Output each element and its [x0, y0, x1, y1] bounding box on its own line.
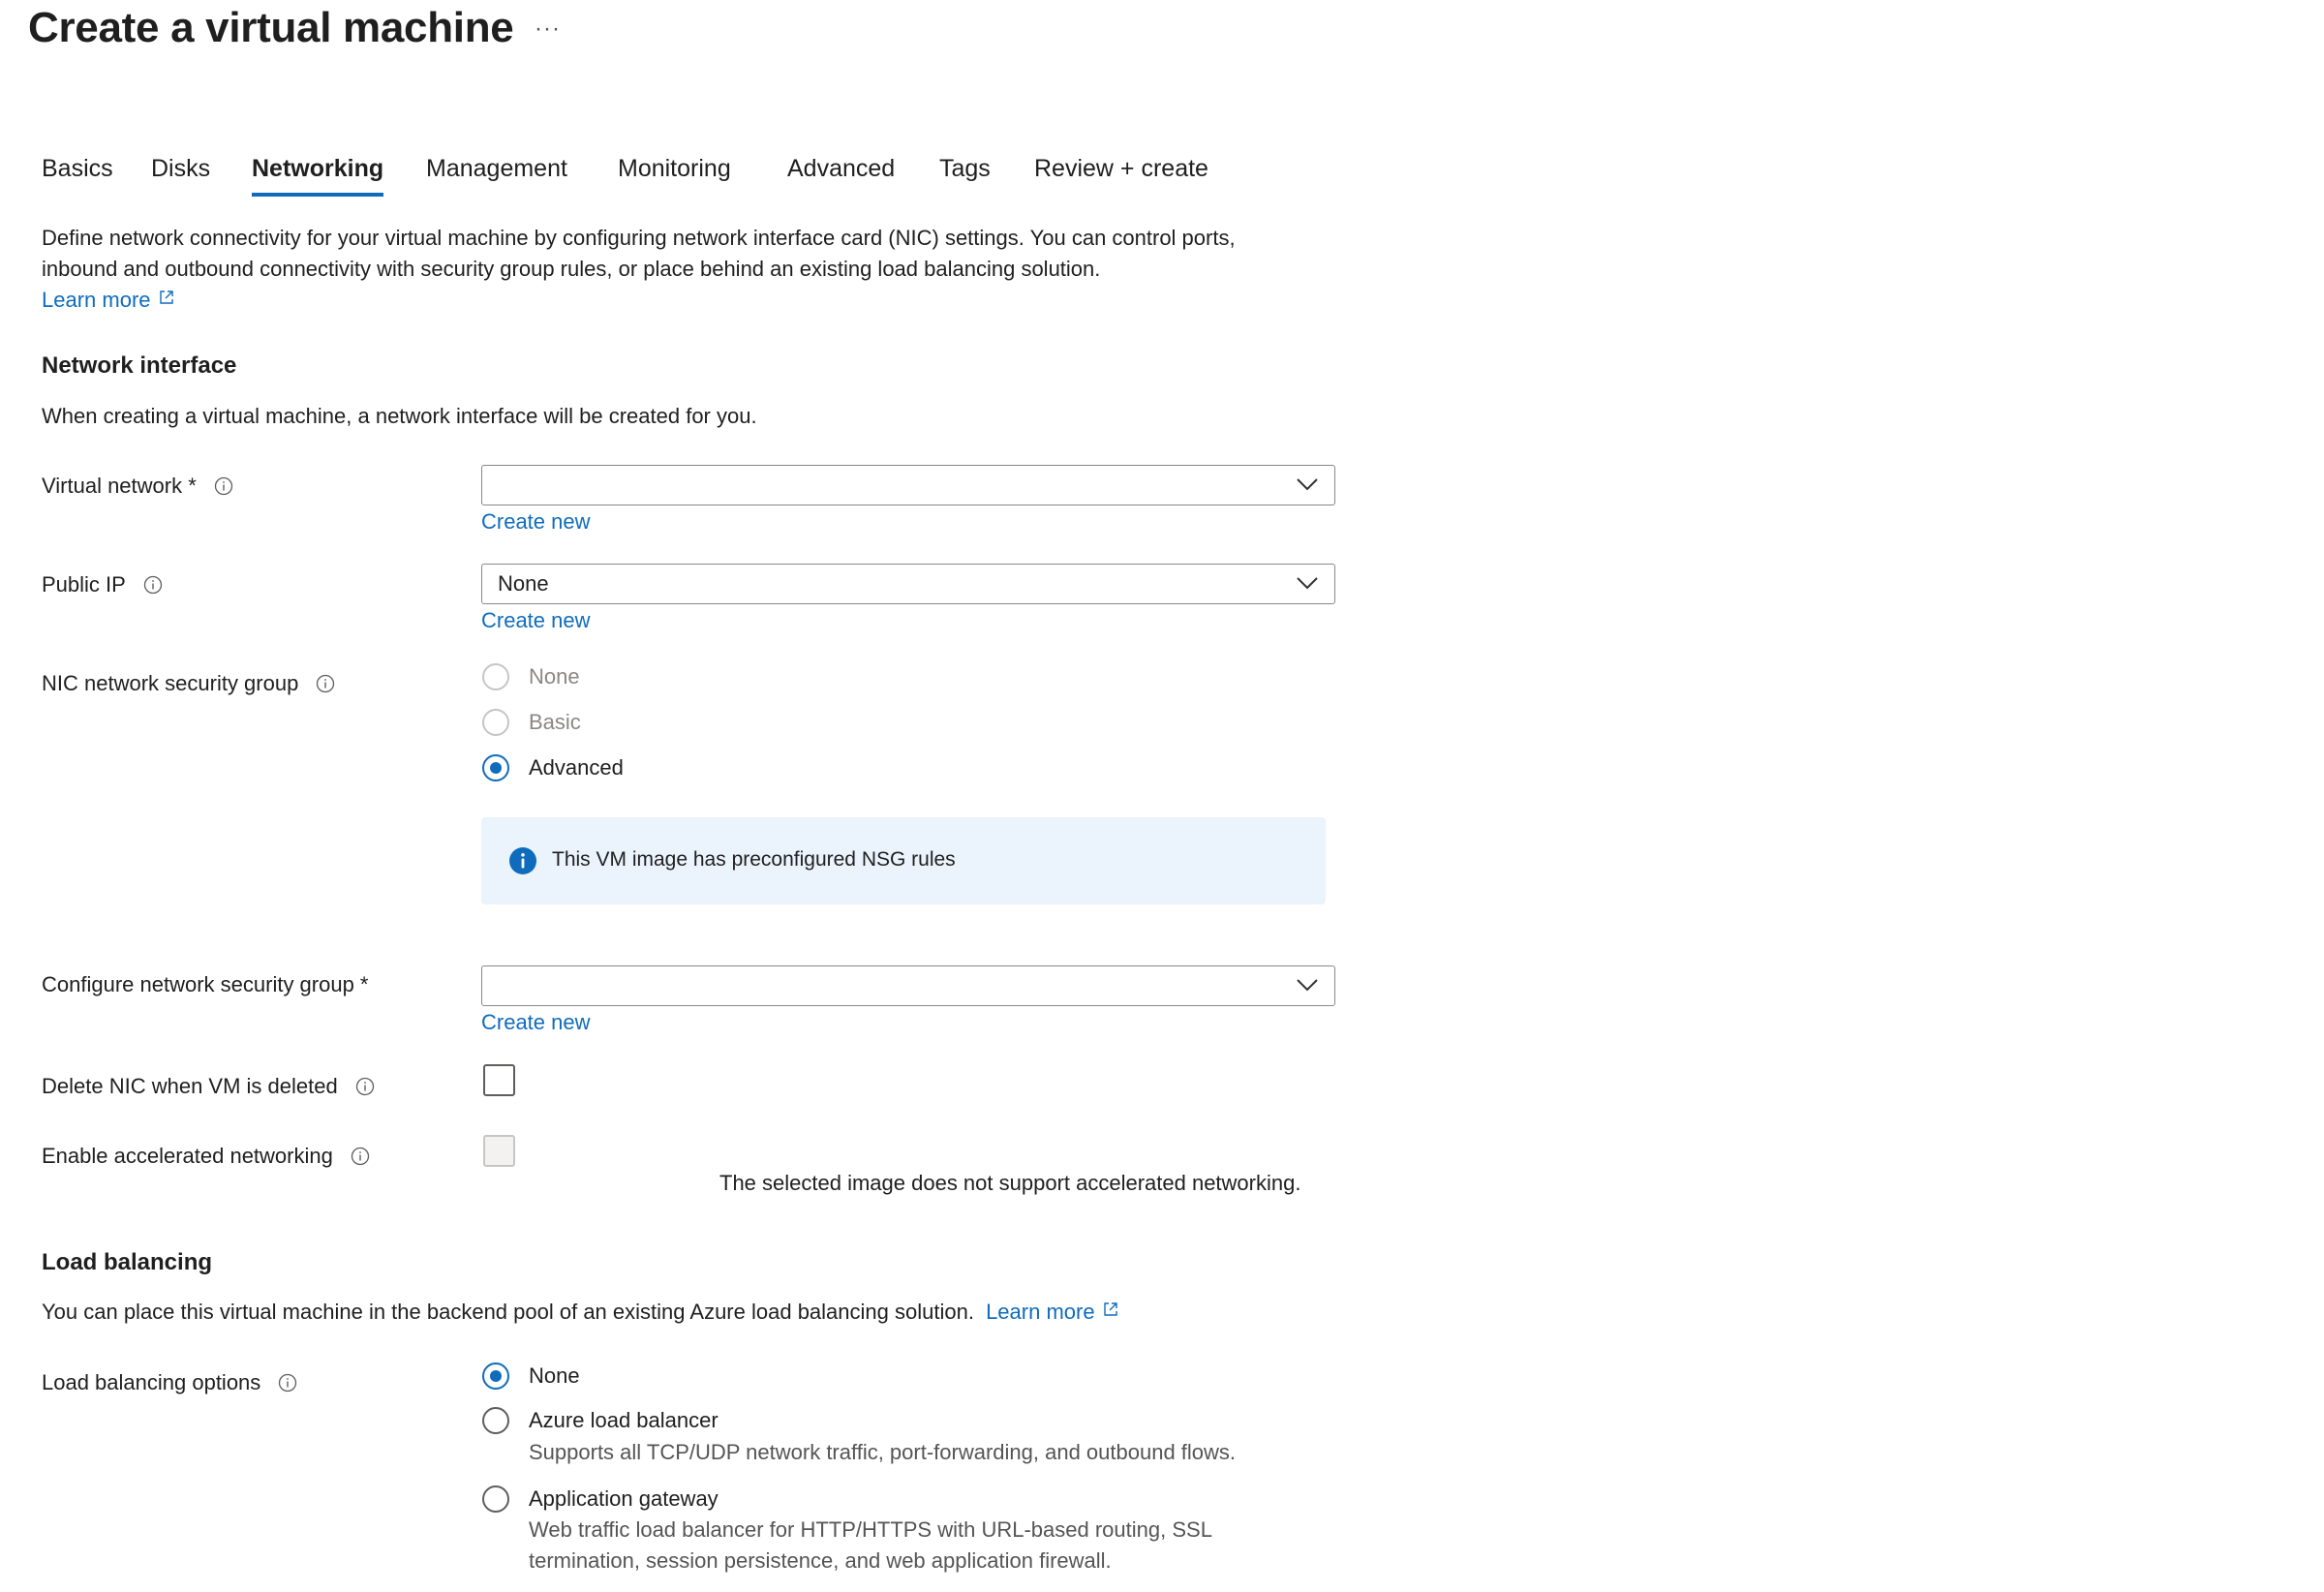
intro-line-1: Define network connectivity for your virtual machine by configuring network interface card (NIC) settings. You can control ports,	[42, 226, 1236, 250]
nsg-radio-none-label: None	[529, 664, 580, 689]
configure-nsg-create-new-link[interactable]: Create new	[481, 1010, 591, 1034]
public-ip-label	[42, 569, 163, 600]
lb-radio-azure-load-balancer[interactable]	[482, 1407, 509, 1434]
lb-radio-application-gateway-label: Application gateway	[529, 1486, 719, 1511]
nsg-info-message: This VM image has preconfigured NSG rules	[552, 848, 956, 871]
info-icon[interactable]	[278, 1373, 297, 1393]
delete-nic-label-text: Delete NIC when VM is deleted	[42, 1074, 338, 1098]
info-icon[interactable]	[351, 1147, 370, 1166]
info-icon[interactable]	[316, 674, 335, 693]
chevron-down-icon	[1296, 977, 1319, 993]
external-link-icon	[1103, 1301, 1118, 1317]
tab-monitoring[interactable]: Monitoring	[618, 155, 731, 182]
info-filled-icon	[509, 847, 536, 874]
tab-networking[interactable]: Networking	[252, 155, 383, 197]
page-title: Create a virtual machine	[28, 4, 514, 51]
chevron-down-icon	[1296, 476, 1319, 492]
lb-radio-none[interactable]	[482, 1362, 509, 1390]
accelerated-networking-label	[42, 1141, 370, 1172]
tab-review-create[interactable]: Review + create	[1034, 155, 1208, 182]
info-icon[interactable]	[143, 575, 163, 595]
tab-disks[interactable]: Disks	[151, 155, 211, 182]
accelerated-networking-note: The selected image does not support accelerated networking.	[719, 1171, 1301, 1195]
nsg-radio-basic[interactable]	[482, 709, 509, 736]
info-icon[interactable]	[355, 1077, 375, 1096]
tab-basics[interactable]: Basics	[42, 155, 113, 182]
tab-tags[interactable]: Tags	[939, 155, 991, 182]
lb-application-gateway-description-1: Web traffic load balancer for HTTP/HTTPS with URL-based routing, SSL	[529, 1517, 1212, 1542]
intro-description	[42, 223, 1359, 316]
nsg-radio-none[interactable]	[482, 663, 509, 690]
lb-radio-none-label: None	[529, 1363, 580, 1388]
delete-nic-checkbox[interactable]	[483, 1064, 515, 1096]
external-link-icon	[159, 290, 174, 305]
virtual-network-create-new-link[interactable]: Create new	[481, 509, 591, 534]
network-interface-description: When creating a virtual machine, a network interface will be created for you.	[42, 404, 757, 428]
lb-application-gateway-description-2: termination, session persistence, and web application firewall.	[529, 1548, 1112, 1573]
chevron-down-icon	[1296, 575, 1319, 591]
load-balancing-heading: Load balancing	[42, 1249, 213, 1275]
public-ip-select[interactable]	[481, 564, 1335, 604]
nsg-info-message-bar	[481, 817, 1326, 904]
accelerated-networking-checkbox	[483, 1135, 515, 1167]
configure-nsg-label-text: Configure network security group *	[42, 972, 369, 996]
load-balancing-options-label	[42, 1367, 297, 1398]
configure-nsg-select[interactable]	[481, 965, 1335, 1006]
info-icon[interactable]	[214, 476, 233, 496]
virtual-network-label	[42, 471, 233, 502]
more-options-icon[interactable]: ···	[535, 15, 561, 42]
learn-more-link[interactable]: Learn more	[42, 288, 151, 312]
lb-radio-azure-load-balancer-label: Azure load balancer	[529, 1408, 719, 1432]
nsg-radio-advanced-label: Advanced	[529, 755, 624, 780]
lb-azure-load-balancer-description: Supports all TCP/UDP network traffic, port-forwarding, and outbound flows.	[529, 1440, 1237, 1464]
accelerated-networking-label-text: Enable accelerated networking	[42, 1144, 333, 1168]
load-balancing-learn-more-link[interactable]: Learn more	[986, 1300, 1095, 1324]
delete-nic-label	[42, 1071, 375, 1102]
intro-line-2: inbound and outbound connectivity with security group rules, or place behind an existing load balancing solution.	[42, 257, 1101, 281]
public-ip-value: None	[498, 571, 549, 596]
lb-radio-application-gateway[interactable]	[482, 1485, 509, 1513]
nsg-radio-basic-label: Basic	[529, 710, 581, 734]
tab-management[interactable]: Management	[426, 155, 567, 182]
nsg-radio-advanced[interactable]	[482, 754, 509, 781]
public-ip-label-text: Public IP	[42, 572, 126, 597]
load-balancing-description	[42, 1297, 1118, 1328]
tab-advanced[interactable]: Advanced	[787, 155, 896, 182]
configure-nsg-label	[42, 969, 369, 1000]
virtual-network-select[interactable]	[481, 465, 1335, 505]
nsg-label	[42, 668, 335, 699]
network-interface-heading: Network interface	[42, 352, 237, 379]
nsg-label-text: NIC network security group	[42, 671, 299, 695]
public-ip-create-new-link[interactable]: Create new	[481, 608, 591, 632]
load-balancing-description-text: You can place this virtual machine in the backend pool of an existing Azure load balancing solution.	[42, 1300, 974, 1324]
load-balancing-options-label-text: Load balancing options	[42, 1370, 261, 1394]
virtual-network-label-text: Virtual network *	[42, 474, 197, 498]
